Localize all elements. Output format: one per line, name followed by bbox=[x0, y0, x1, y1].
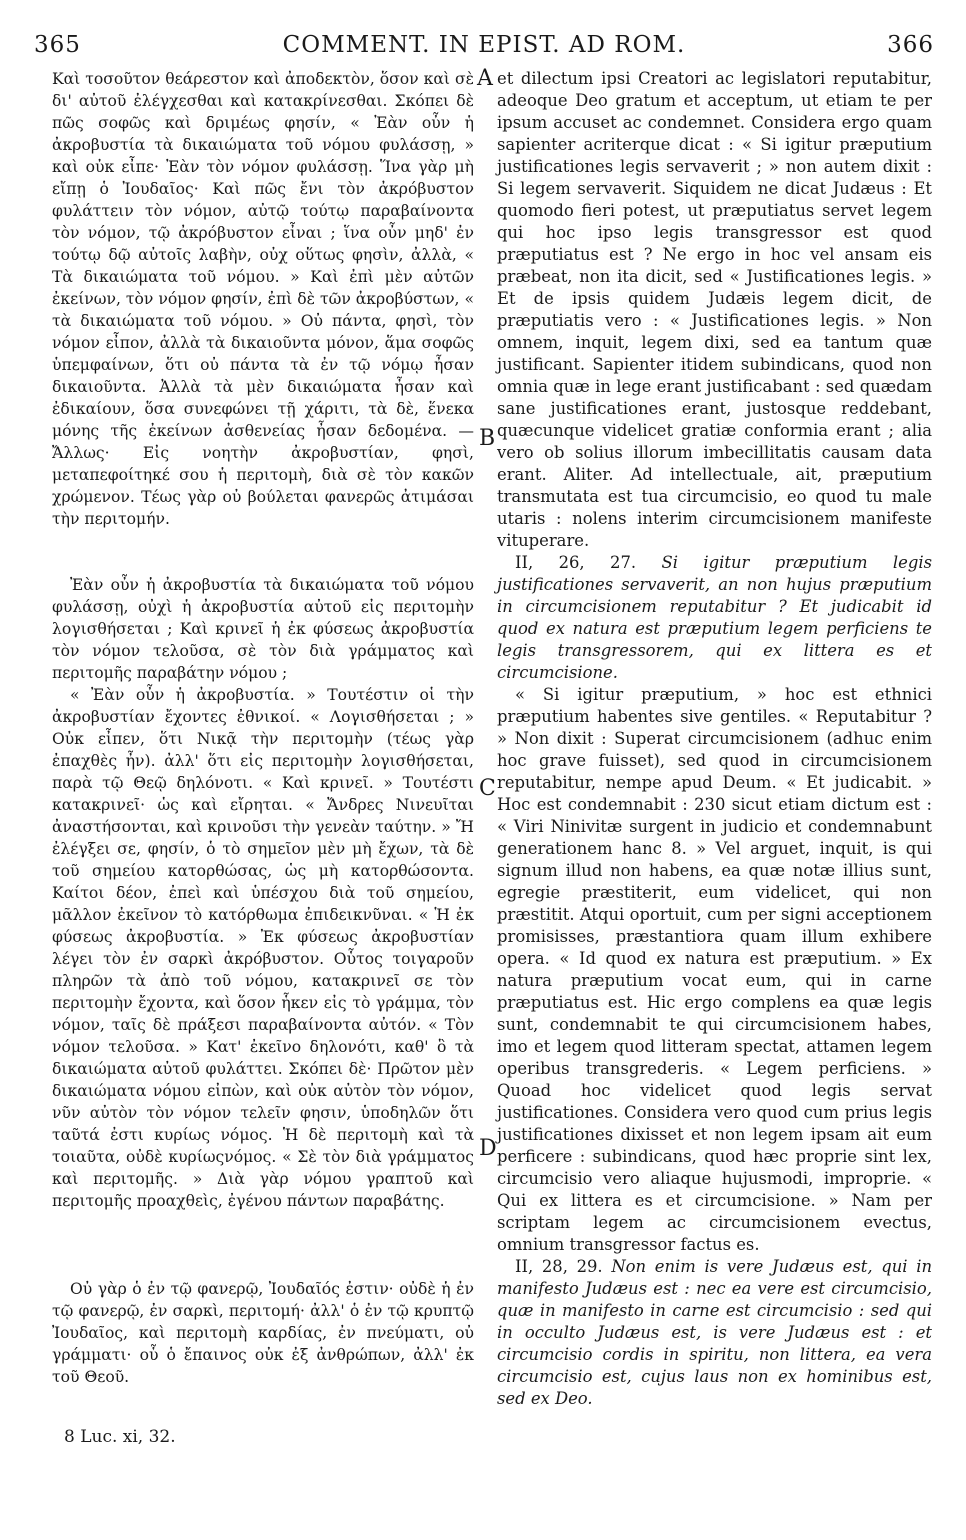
latin-scripture-verse-26-27 bbox=[497, 552, 932, 684]
greek-scripture-verse-28-29: Οὐ γὰρ ὁ ἐν τῷ φανερῷ, Ἰουδαῖός ἐστιν· οὐδὲ ἡ ἐν τῷ φανερῷ, ἐν σαρκὶ, περιτομή· ἀλλ' ὁ ἐν τῷ κρυπτῷ Ἰουδαῖος, καὶ περιτομὴ καρδίας, ἐν πνεύματι, οὐ γράμματι· οὗ ὁ ἔπαινος οὐκ ἐξ ἀνθρώπων, ἀλλ' ἐκ τοῦ Θεοῦ. bbox=[52, 1280, 474, 1386]
greek-paragraph-1: Καὶ τοσοῦτον θεάρεστον καὶ ἀποδεκτὸν, ὅσον καὶ σὲ δι' αὐτοῦ ἐλέγχεσθαι καὶ κατακρίνεσθαι. Σκόπει δὲ πῶς σοφῶς καὶ δριμέως φησίν, « Ἐὰν οὖν ἡ ἀκροβυστία τὰ δικαιώματα τοῦ νόμου φυλάσσῃ, » καὶ οὐκ εἶπε· Ἐὰν τὸν νόμον φυλάσσῃ. Ἵνα γὰρ μὴ εἴπῃ ὁ Ἰουδαῖος· Καὶ πῶς ἔνι τὸν ἀκρόβυστον φυλάττειν τὸν νόμον, αὐτῷ τούτῳ παραβαίνοντα τὸν νόμον, τῷ ἀκρόβυστον εἶναι ; ἵνα οὖν μηδ' ἐν τούτῳ δῷ αὐτοῖς λαβὴν, οὐχ οὕτως φησὶν, ἀλλὰ, « Τὰ δικαιώματα τοῦ νόμου. » Καὶ ἐπὶ μὲν αὐτῶν ἐκείνων, τὸν νόμον φησίν, ἐπὶ δὲ τῶν ἀκροβύστων, « τὰ δικαιώματα τοῦ νόμου. » Οὐ πάντα, φησὶ, τὸν νόμον εἶπον, ἀλλὰ τὰ δικαιοῦντα μόνον, ἅμα σοφῶς ὑπεμφαίνων, ὅτι οὐ πάντα τὰ ἐν τῷ νόμῳ ἦσαν δικαιοῦντα. Ἀλλὰ τὰ μὲν δικαιώματα ἦσαν καὶ ἐδικαίουν, ὅσα συνεφώνει τῇ χάριτι, τὰ δὲ, ἕνεκα μόνης τῆς ἐκείνων ἀσθενείας ἦσαν δεδομένα. — Ἄλλως· Εἰς νοητὴν ἀκροβυστίαν, φησὶ, μεταπεφοίτηκέ σου ἡ περιτομὴ, διὰ σὲ τὸν κακῶν χρώμενον. Τέως γὰρ οὐ βούλεται φανερῶς ἀτιμάσαι τὴν περιτομήν. bbox=[52, 70, 475, 528]
verse-text: Non enim is vere Judæus est, qui in manifesto Judæus est : nec ea vere est circumcisio, quæ in manifesto in carne est circumcisio : sed qui in occulto Judæus est, is vere Judæus est : et circumcisio cordis in spiritu, non littera, ea vera circumcisio est, cujus laus non ex hominibus est, sed ex Deo. bbox=[497, 1257, 933, 1408]
verse-reference: II, 28, 29. bbox=[515, 1257, 603, 1276]
margin-marker-a: A bbox=[477, 66, 493, 91]
page-number-left: 365 bbox=[34, 32, 81, 58]
verse-reference: II, 26, 27. bbox=[515, 553, 637, 572]
greek-paragraph-commentary: « Ἐὰν οὖν ἡ ἀκροβυστία. » Τουτέστιν οἱ τὴν ἀκροβυστίαν ἔχοντες ἐθνικοί. « Λογισθήσεται ; » Οὐκ εἶπεν, ὅτι Νικᾷ τὴν περιτομὴν (τέως γὰρ ἐπαχθὲς ἦν). ἀλλ' ὅτι εἰς περιτομὴν λογισθήσεται, παρὰ τῷ Θεῷ δηλόνοτι. « Καὶ κρινεῖ. » Τουτέστι κατακρινεῖ· ὡς καὶ εἴρηται. « Ἄνδρες Νινευῖται ἀναστήσονται, καὶ κρινοῦσι τὴν γενεὰν ταύτην. » Ἤ ἐλέγξει σε, φησίν, ὁ τὸ σημεῖον μὲν μὴ ἔχων, τὰ δὲ τοῦ σημείου κατορθώσας, ὡς μὴ κατορθώσοντα. Καίτοι δέον, ἐπεὶ καὶ ὑπέσχου διὰ τοῦ σημείου, μᾶλλον ἐκεῖνον τὸ κατόρθωμα ἐπιδεικνῦναι. « Ἡ ἐκ φύσεως ἀκροβυστία. » Ἐκ φύσεως ἀκροβυστίαν λέγει τὸν ἐν σαρκὶ ἀκρόβυστον. Οὗτος τοιγαροῦν πληρῶν τὰ ἀπὸ τοῦ νόμου, κατακρινεῖ σε τὸν περιτομὴν ἔχοντα, καὶ ὅσον ἧκεν εἰς τὸ γράμμα, τὸν νόμον, ταῖς δὲ πράξεσι παραβαίνοντα αὐτόν. « Τὸν νόμον τελοῦσα. » Κατ' ἐκεῖνο δηλονότι, καθ' ὃ τὰ δικαιώματα αὐτοῦ φυλάττει. Σκόπει δὲ· Πρῶτον μὲν δικαιώματα νόμου εἰπὼν, καὶ οὐκ αὐτὸν τὸν νόμον, νῦν αὐτὸν τὸν νόμον τελεῖν φησιν, ὑποδηλῶν ὅτι ταῦτά ἐστι κυρίως νόμος. Ἡ δὲ περιτομὴ καὶ τὰ τοιαῦτα, οὐδὲ κυρίωςνόμος. « Σὲ τὸν διὰ γράμματος καὶ περιτομῆς. » Διὰ γὰρ νόμου γραπτοῦ καὶ περιτομῆς προαχθεὶς, ἐγένου πάντων παραβάτης. bbox=[52, 686, 474, 1210]
margin-marker-d: D bbox=[479, 1136, 497, 1161]
margin-marker-b: B bbox=[479, 426, 496, 451]
latin-paragraph-1: et dilectum ipsi Creatori ac legislatori reputabitur, adeoque Deo gratum et acceptum, ut etiam te per ipsum accuset ac condemnet. Considera ergo quam sapienter acriterque dicat : « Si igitur præputium justificationes legis servaverit ; » non autem dixit : Si legem servaverit. Siquidem ne dicat Judæus : Et quomodo fieri potest, ut præputiatus servet legem qui hoc ipso legis transgressor est quod præputiatus est ? Ne ergo in hoc vel ansam eis præbeat, non ita dicit, sed « Justificationes legis. » Et de ipsis quidem Judæis legem dicit, de præputiatis vero : « Justificationes legis. » Non omnem, inquit, legem dixi, sed ea tantum quæ justificant. Sapienter itidem subindicans, quod non omnia quæ in lege erant justificabant : sed quædam sane justificationes erant, justosque reddebant, quæcunque videlicet gratiæ conformia erant ; alia vero ob solius illorum imbecillitatis causam data erant. Aliter. Ad intellectuale, ait, præputium transmutata est tua circumcisio, eo quod tu male utaris : nolens interim circumcisionem manifeste vituperare. bbox=[497, 69, 932, 550]
latin-paragraph-commentary: « Si igitur præputium, » hoc est ethnici præputium habentes sive gentiles. « Reputabitur ? » Non dixit : Superat circumcisionem (adhuc enim hoc grave fuisset), sed quod in circumcisionem reputabitur, nempe apud Deum. « Et judicabit. » Hoc est condemnabit : 230 sicut etiam dictum est : « Viri Ninivitæ surgent in judicio et condemnabunt generationem hanc 8. » Vel arguet, inquit, is qui signum illud non habens, ea quæ notæ illius sunt, egregie præstiterit, eum videlicet, qui non præstitit. Atqui oportuit, cum per signi acceptionem promisisses, præstantiora quam illum exhibere opera. « Id quod ex natura est præputium. » Ex natura præputium vocat eum, qui in carne præputiatus est. Hic ergo complens ea quæ legis sunt, condemnabit te qui circumcisionem habes, imo et legem quod litteram spectat, attamen legem operibus transgrederis. « Legem perficiens. » Quoad hoc videlicet quod legis servat justificationes. Considera vero quod cum prius legis justificationes dixisset et non legem ipsam ait eum perficere : subindicans, quod hæc proprie sint lex, circumcisio vero aliaque hujusmodi, improprie. « Qui ex littera es et circumcisione. » Nam per scriptam legem ac circumcisionem evectus, omnium transgressor factus es. bbox=[497, 685, 932, 1254]
margin-marker-c: C bbox=[479, 776, 496, 801]
verse-text: Si igitur præputium legis justificationes servaverit, an non hujus præputium in circumcisionem reputabitur ? Et judicabit id quod ex natura est præputium legem perficiens te legis transgressorem, qui ex littera es et circumcisione. bbox=[497, 553, 933, 682]
latin-column bbox=[497, 68, 932, 1410]
page-number-right: 366 bbox=[887, 32, 934, 58]
greek-column bbox=[52, 68, 474, 1388]
latin-scripture-verse-28-29 bbox=[497, 1256, 932, 1410]
footnote: 8 Luc. xi, 32. bbox=[64, 1427, 176, 1447]
greek-scripture-verse-26-27: Ἐὰν οὖν ἡ ἀκροβυστία τὰ δικαιώματα τοῦ νόμου φυλάσσῃ, οὐχὶ ἡ ἀκροβυστία αὐτοῦ εἰς περιτομὴν λογισθήσεται ; Καὶ κρινεῖ ἡ ἐκ φύσεως ἀκροβυστία τὸν νόμον τελοῦσα, σὲ τὸν διὰ γράμματος καὶ περιτομῆς παραβάτην νόμου ; bbox=[52, 576, 474, 682]
running-title: COMMENT. IN EPIST. AD ROM. bbox=[282, 32, 686, 58]
